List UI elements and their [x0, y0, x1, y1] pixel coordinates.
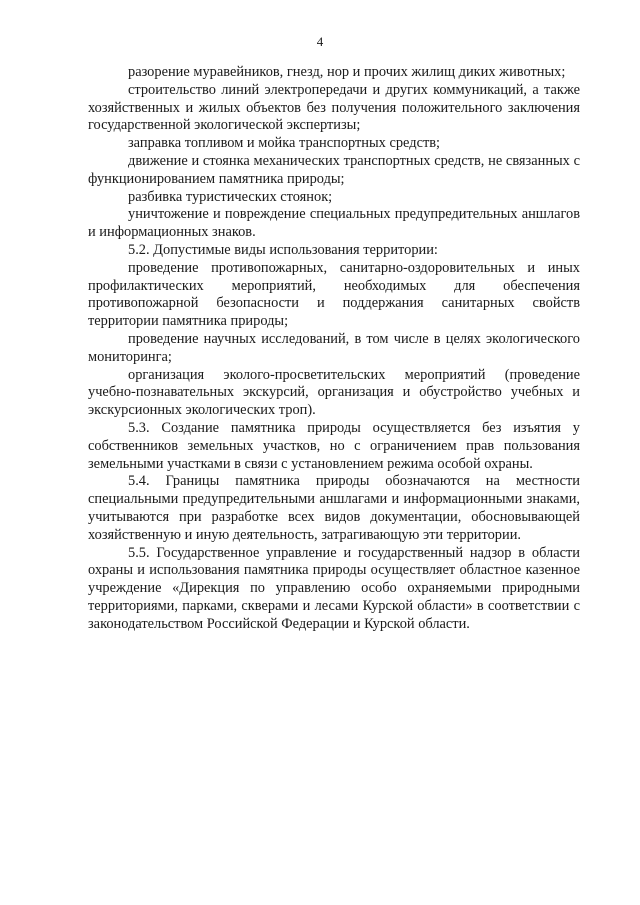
- paragraph-allowed-education: организация эколого-просветительских мероприятий (проведение учебно-познавательных экскурсий, организация и обустройство учебных и экскурсионных экологических троп).: [88, 366, 580, 419]
- section-5-4-paragraph: 5.4. Границы памятника природы обозначаются на местности специальными предупредительными аншлагами и информационными знаками, учитываются при разработке всех видов документации, обосновывающей хозяйственную и иную деятельность, затрагивающую эти территории.: [88, 473, 580, 543]
- paragraph-allowed-fire-prevention: проведение противопожарных, санитарно-оздоровительных и иных профилактических мероприятий, необходимых для обеспечения противопожарной безопасности и поддержания санитарных свойств территории памятника природы;: [88, 259, 580, 330]
- section-5-2-heading: 5.2. Допустимые виды использования территории:: [128, 241, 438, 258]
- paragraph-prohibited-construction: строительство линий электропередачи и других коммуникаций, а также хозяйственных и жилых объектов без получения положительного заключения государственной экологической экспертизы;: [88, 81, 580, 134]
- paragraph-prohibited-vehicles: движение и стоянка механических транспортных средств, не связанных с функционированием памятника природы;: [88, 152, 580, 187]
- document-body: [88, 64, 580, 634]
- paragraph-prohibited-refueling: заправка топливом и мойка транспортных средств;: [128, 135, 441, 152]
- section-5-5-paragraph: 5.5. Государственное управление и государственный надзор в области охраны и использования памятника природы осуществляет областное казенное учреждение «Дирекция по управлению особо охраняемыми природными территориями, парками, скверами и лесами Курской области» в соответствии с законодательством Российской Федерации и Курской области.: [88, 544, 580, 632]
- page-number: 4: [316, 34, 324, 49]
- paragraph-allowed-research: проведение научных исследований, в том числе в целях экологического мониторинга;: [88, 330, 580, 365]
- section-5-3-paragraph: 5.3. Создание памятника природы осуществляется без изъятия у собственников земельных участков, но с ограничением прав пользования земельными участками в связи с установлением режима особой охраны.: [88, 419, 580, 472]
- paragraph-prohibited-anthills: разорение муравейников, гнезд, нор и прочих жилищ диких животных;: [128, 64, 566, 80]
- paragraph-prohibited-camping: разбивка туристических стоянок;: [128, 188, 333, 205]
- paragraph-prohibited-signs-damage: уничтожение и повреждение специальных предупредительных аншлагов и информационных знаков.: [88, 206, 580, 241]
